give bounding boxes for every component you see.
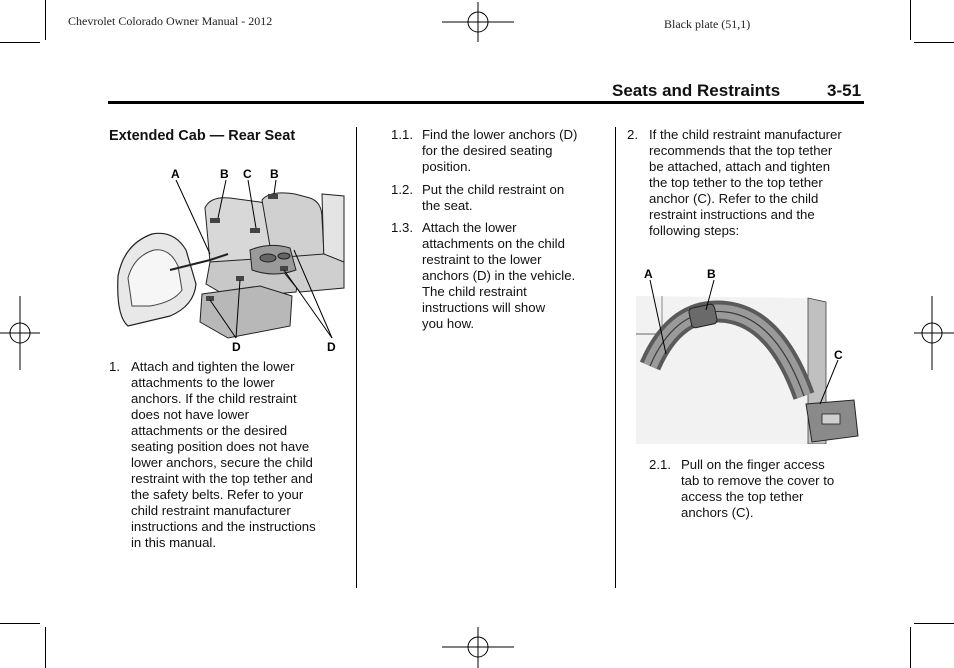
substep-text-line: instructions will show bbox=[422, 300, 546, 315]
substep-text-line: access the top tether bbox=[681, 489, 804, 504]
step-text-line: If the child restraint manufacturer bbox=[649, 127, 842, 142]
step-text-line: does not have lower bbox=[131, 407, 250, 422]
crop-mark bbox=[914, 42, 954, 43]
step-text-line: attachments or the desired bbox=[131, 423, 288, 438]
step-item bbox=[627, 127, 867, 243]
section-title: Seats and Restraints bbox=[612, 81, 781, 100]
substep-text-line: you how. bbox=[422, 316, 475, 331]
step-text-line: attachments to the lower bbox=[131, 375, 275, 390]
crop-mark bbox=[0, 42, 40, 43]
substep-text-line: Put the child restraint on bbox=[422, 182, 565, 197]
registration-mark-right bbox=[914, 296, 954, 370]
step-text-line: Attach and tighten the lower bbox=[131, 359, 295, 374]
figure-label-b: B bbox=[707, 267, 716, 281]
step-text-line: the safety belts. Refer to your bbox=[131, 487, 304, 502]
substep-text-line: anchors (C). bbox=[681, 505, 754, 520]
step-text-line: seating position does not have bbox=[131, 439, 310, 454]
crop-mark bbox=[45, 627, 46, 668]
column-divider bbox=[615, 127, 616, 588]
substep-number: 1.2. bbox=[391, 182, 413, 197]
substep-text-line: the seat. bbox=[422, 198, 473, 213]
figure-label-c: C bbox=[834, 348, 843, 362]
substep-item bbox=[649, 457, 864, 523]
column-divider bbox=[356, 127, 357, 588]
substep-number: 1.1. bbox=[391, 127, 413, 142]
substep-text-line: Find the lower anchors (D) bbox=[422, 127, 578, 142]
substep-item bbox=[391, 127, 606, 177]
crop-mark bbox=[0, 623, 40, 624]
substep-number: 2.1. bbox=[649, 457, 671, 472]
step-text-line: anchor (C). Refer to the child bbox=[649, 191, 819, 206]
registration-mark-top bbox=[442, 2, 514, 42]
substep-text-line: restraint to the lower bbox=[422, 252, 542, 267]
registration-mark-left bbox=[0, 296, 40, 370]
step-text-line: lower anchors, secure the child bbox=[131, 455, 313, 470]
figure-label-a: A bbox=[171, 167, 180, 181]
plate-label: Black plate (51,1) bbox=[664, 17, 751, 31]
step-text-line: be attached, attach and tighten bbox=[649, 159, 831, 174]
substep-text-line: attachments on the child bbox=[422, 236, 565, 251]
figure-label-d: D bbox=[327, 340, 336, 354]
substep-text-line: for the desired seating bbox=[422, 143, 553, 158]
page-number: 3-51 bbox=[827, 81, 862, 100]
figure-label-b: B bbox=[220, 167, 229, 181]
crop-mark bbox=[45, 0, 46, 40]
substep-text-line: tab to remove the cover to bbox=[681, 473, 835, 488]
crop-mark bbox=[914, 623, 954, 624]
crop-mark bbox=[910, 0, 911, 40]
step-text-line: restraint instructions and the bbox=[649, 207, 815, 222]
figure-label-d: D bbox=[232, 340, 241, 354]
substep-item bbox=[391, 220, 606, 334]
figure-label-a: A bbox=[644, 267, 653, 281]
registration-mark-bottom bbox=[442, 627, 514, 668]
figure-label-b: B bbox=[270, 167, 279, 181]
step-number: 1. bbox=[109, 359, 120, 374]
substep-text-line: Attach the lower bbox=[422, 220, 517, 235]
step-text-line: recommends that the top tether bbox=[649, 143, 833, 158]
step-text-line: child restraint manufacturer bbox=[131, 503, 291, 518]
top-tether-illustration bbox=[636, 266, 860, 444]
substep-text-line: position. bbox=[422, 159, 472, 174]
crop-mark bbox=[910, 627, 911, 668]
manual-title: Chevrolet Colorado Owner Manual - 2012 bbox=[68, 14, 273, 28]
rear-seat-illustration bbox=[110, 166, 346, 356]
figure-label-c: C bbox=[243, 167, 252, 181]
step-text-line: instructions and the instructions bbox=[131, 519, 316, 534]
subsection-heading: Extended Cab — Rear Seat bbox=[109, 128, 296, 144]
step-text-line: restraint with the top tether and bbox=[131, 471, 313, 486]
step-text-line: following steps: bbox=[649, 223, 740, 238]
step-number: 2. bbox=[627, 127, 638, 142]
step-text-line: anchors. If the child restraint bbox=[131, 391, 297, 406]
step-text-line: in this manual. bbox=[131, 535, 217, 550]
substep-text-line: anchors (D) in the vehicle. bbox=[422, 268, 576, 283]
substep-number: 1.3. bbox=[391, 220, 413, 235]
step-item bbox=[109, 359, 349, 555]
substep-text-line: Pull on the finger access bbox=[681, 457, 825, 472]
substep-item bbox=[391, 182, 606, 216]
step-text-line: the top tether to the top tether bbox=[649, 175, 823, 190]
header-rule bbox=[108, 101, 864, 104]
substep-text-line: The child restraint bbox=[422, 284, 527, 299]
